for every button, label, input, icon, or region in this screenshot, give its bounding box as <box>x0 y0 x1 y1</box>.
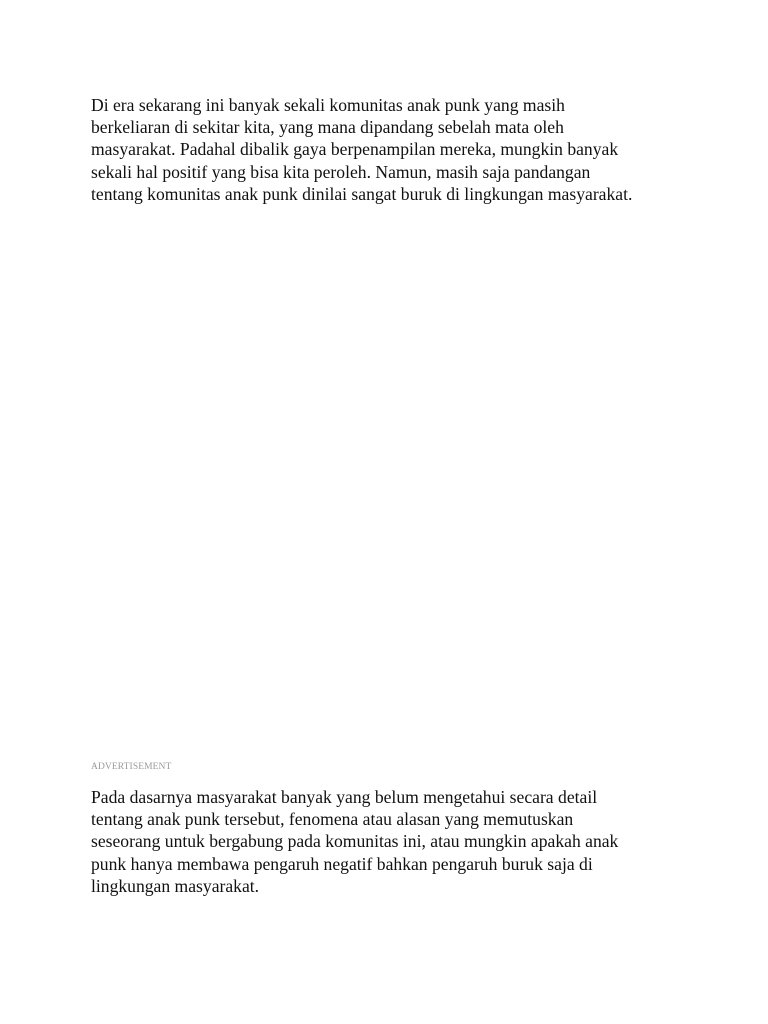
paragraph-line: tentang komunitas anak punk dinilai sangat buruk di lingkungan masyarakat. <box>91 183 633 204</box>
article-paragraph-1 <box>91 94 691 205</box>
paragraph-line: masyarakat. Padahal dibalik gaya berpenampilan mereka, mungkin banyak <box>91 139 619 160</box>
advertisement-label: ADVERTISEMENT <box>91 762 172 772</box>
paragraph-line: tentang anak punk tersebut, fenomena atau alasan yang memutuskan <box>91 809 574 830</box>
paragraph-line: seseorang untuk bergabung pada komunitas ini, atau mungkin apakah anak <box>91 831 619 852</box>
paragraph-line: sekali hal positif yang bisa kita peroleh. Namun, masih saja pandangan <box>91 161 591 182</box>
article-paragraph-2 <box>91 786 691 897</box>
paragraph-line: lingkungan masyarakat. <box>91 875 260 896</box>
paragraph-line: Pada dasarnya masyarakat banyak yang belum mengetahui secara detail <box>91 787 598 807</box>
paragraph-line: Di era sekarang ini banyak sekali komunitas anak punk yang masih <box>91 95 565 115</box>
advertisement-slot <box>91 225 677 755</box>
paragraph-line: berkeliaran di sekitar kita, yang mana dipandang sebelah mata oleh <box>91 117 564 138</box>
paragraph-line: punk hanya membawa pengaruh negatif bahkan pengaruh buruk saja di <box>91 853 593 874</box>
